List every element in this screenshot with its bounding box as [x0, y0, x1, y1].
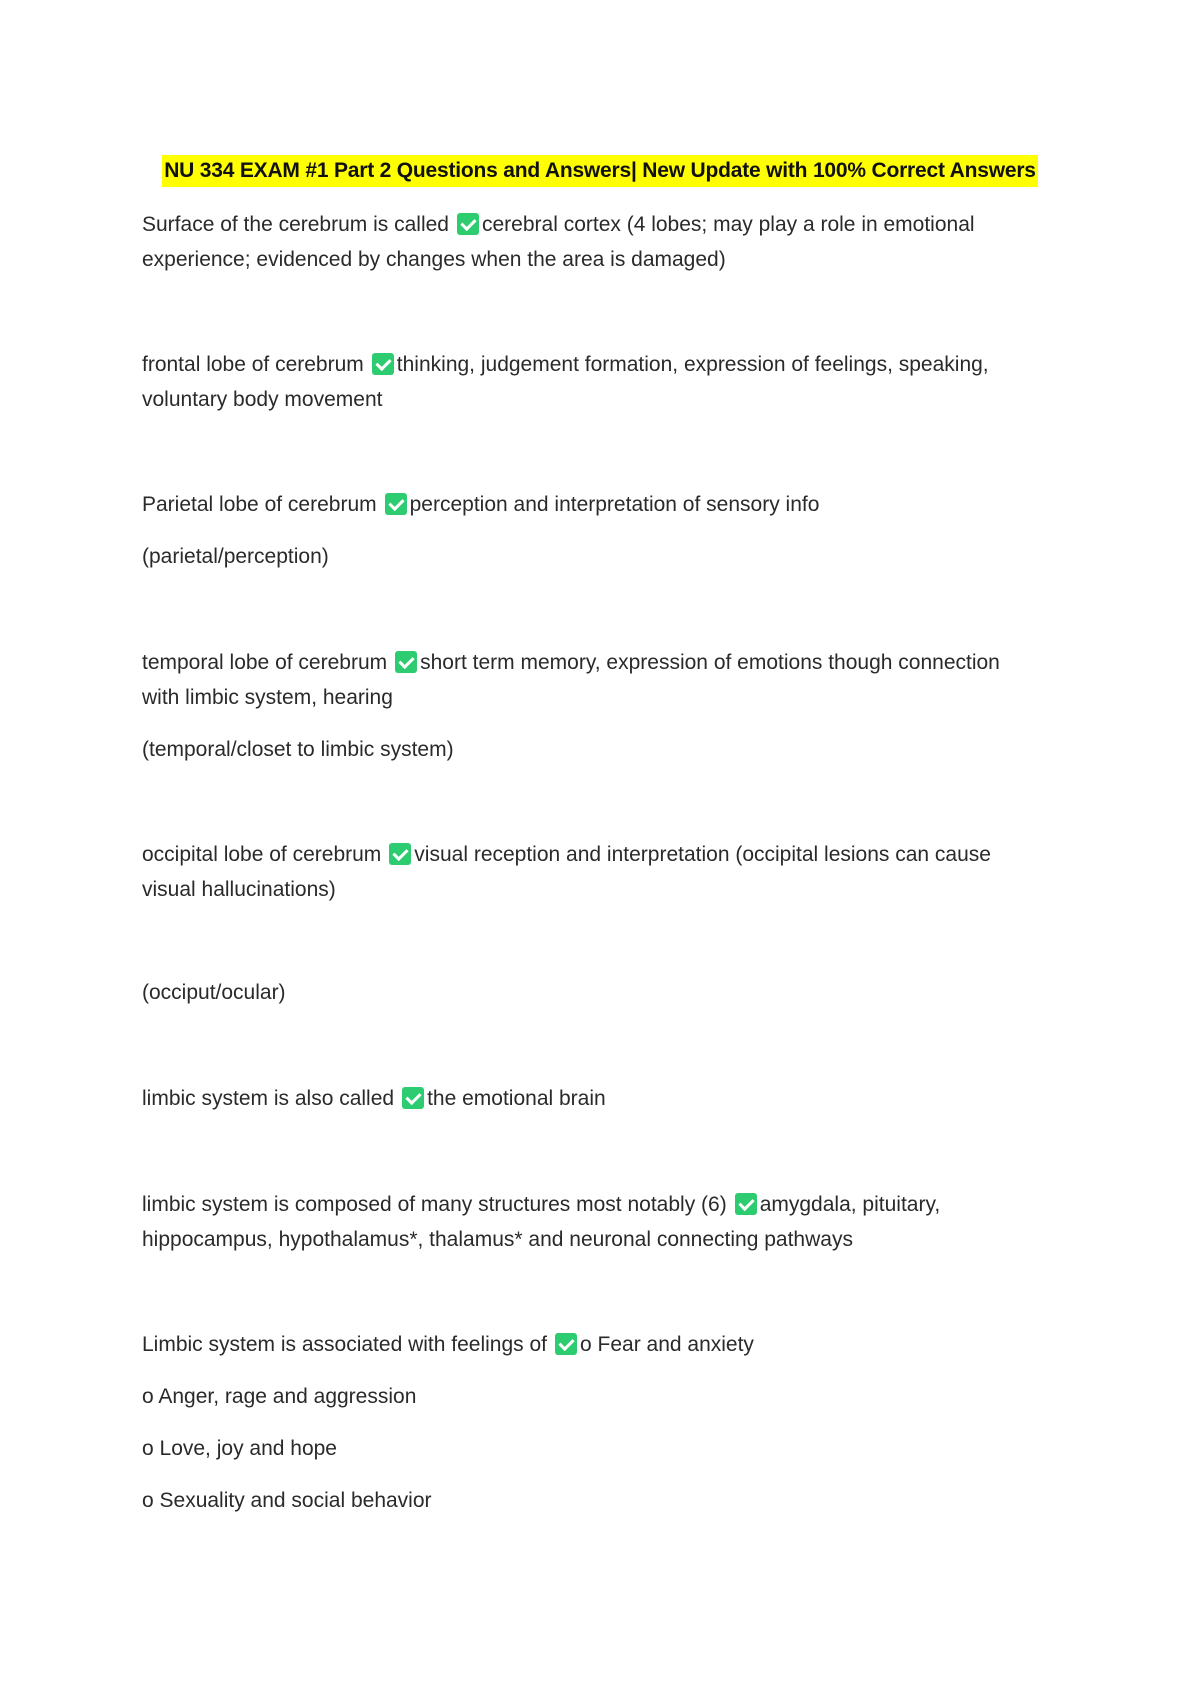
qa-item-temporal-lobe	[142, 645, 1062, 767]
answer-text: thinking, judgement formation, expression of feelings, speaking,	[396, 353, 989, 376]
question-text: occipital lobe of cerebrum	[142, 843, 382, 866]
qa-item-limbic-feelings	[142, 1327, 1062, 1518]
question-text: limbic system is composed of many structures most notably (6)	[142, 1193, 727, 1216]
checkmark-icon	[555, 1333, 577, 1355]
qa-item-limbic-emotional-brain	[142, 1081, 1062, 1116]
checkmark-icon	[389, 843, 411, 865]
qa-item-limbic-structures	[142, 1187, 1062, 1257]
mnemonic-note: (occiput/ocular)	[142, 981, 286, 1004]
checkmark-icon	[372, 353, 394, 375]
checkmark-icon	[395, 651, 417, 673]
answer-text: visual reception and interpretation (occipital lesions can cause	[414, 843, 991, 866]
answer-text: o Fear and anxiety	[580, 1333, 754, 1356]
question-text: Parietal lobe of cerebrum	[142, 493, 377, 516]
answer-text: short term memory, expression of emotions though connection	[420, 651, 1000, 674]
checkmark-icon	[457, 213, 479, 235]
answer-continuation: hippocampus, hypothalamus*, thalamus* and neuronal connecting pathways	[142, 1228, 853, 1251]
checkmark-icon	[735, 1193, 757, 1215]
answer-text: amygdala, pituitary,	[759, 1193, 941, 1216]
qa-item-occipital-lobe	[142, 837, 1062, 1010]
question-text: Limbic system is associated with feelings of	[142, 1333, 547, 1356]
question-text: Surface of the cerebrum is called	[142, 213, 449, 236]
document-title: NU 334 EXAM #1 Part 2 Questions and Answers| New Update with 100% Correct Answers	[162, 155, 1038, 187]
qa-item-frontal-lobe	[142, 347, 1062, 417]
mnemonic-note: (parietal/perception)	[142, 545, 329, 568]
title-wrap	[0, 155, 1200, 187]
feeling-list-item: o Sexuality and social behavior	[142, 1489, 432, 1512]
answer-continuation: experience; evidenced by changes when the area is damaged)	[142, 248, 726, 271]
qa-item-parietal-lobe	[142, 487, 1062, 574]
question-text: limbic system is also called	[142, 1087, 395, 1110]
question-text: temporal lobe of cerebrum	[142, 651, 388, 674]
qa-item-cerebral-cortex	[142, 207, 1062, 277]
checkmark-icon	[402, 1087, 424, 1109]
feeling-list-item: o Love, joy and hope	[142, 1437, 337, 1460]
checkmark-icon	[385, 493, 407, 515]
mnemonic-note: (temporal/closet to limbic system)	[142, 738, 454, 761]
answer-text: the emotional brain	[427, 1087, 606, 1110]
answer-continuation: with limbic system, hearing	[142, 686, 393, 709]
question-text: frontal lobe of cerebrum	[142, 353, 364, 376]
answer-text: perception and interpretation of sensory info	[409, 493, 820, 516]
feeling-list-item: o Anger, rage and aggression	[142, 1385, 417, 1408]
answer-text: cerebral cortex (4 lobes; may play a role in emotional	[481, 213, 975, 236]
answer-continuation: voluntary body movement	[142, 388, 383, 411]
answer-continuation: visual hallucinations)	[142, 878, 336, 901]
